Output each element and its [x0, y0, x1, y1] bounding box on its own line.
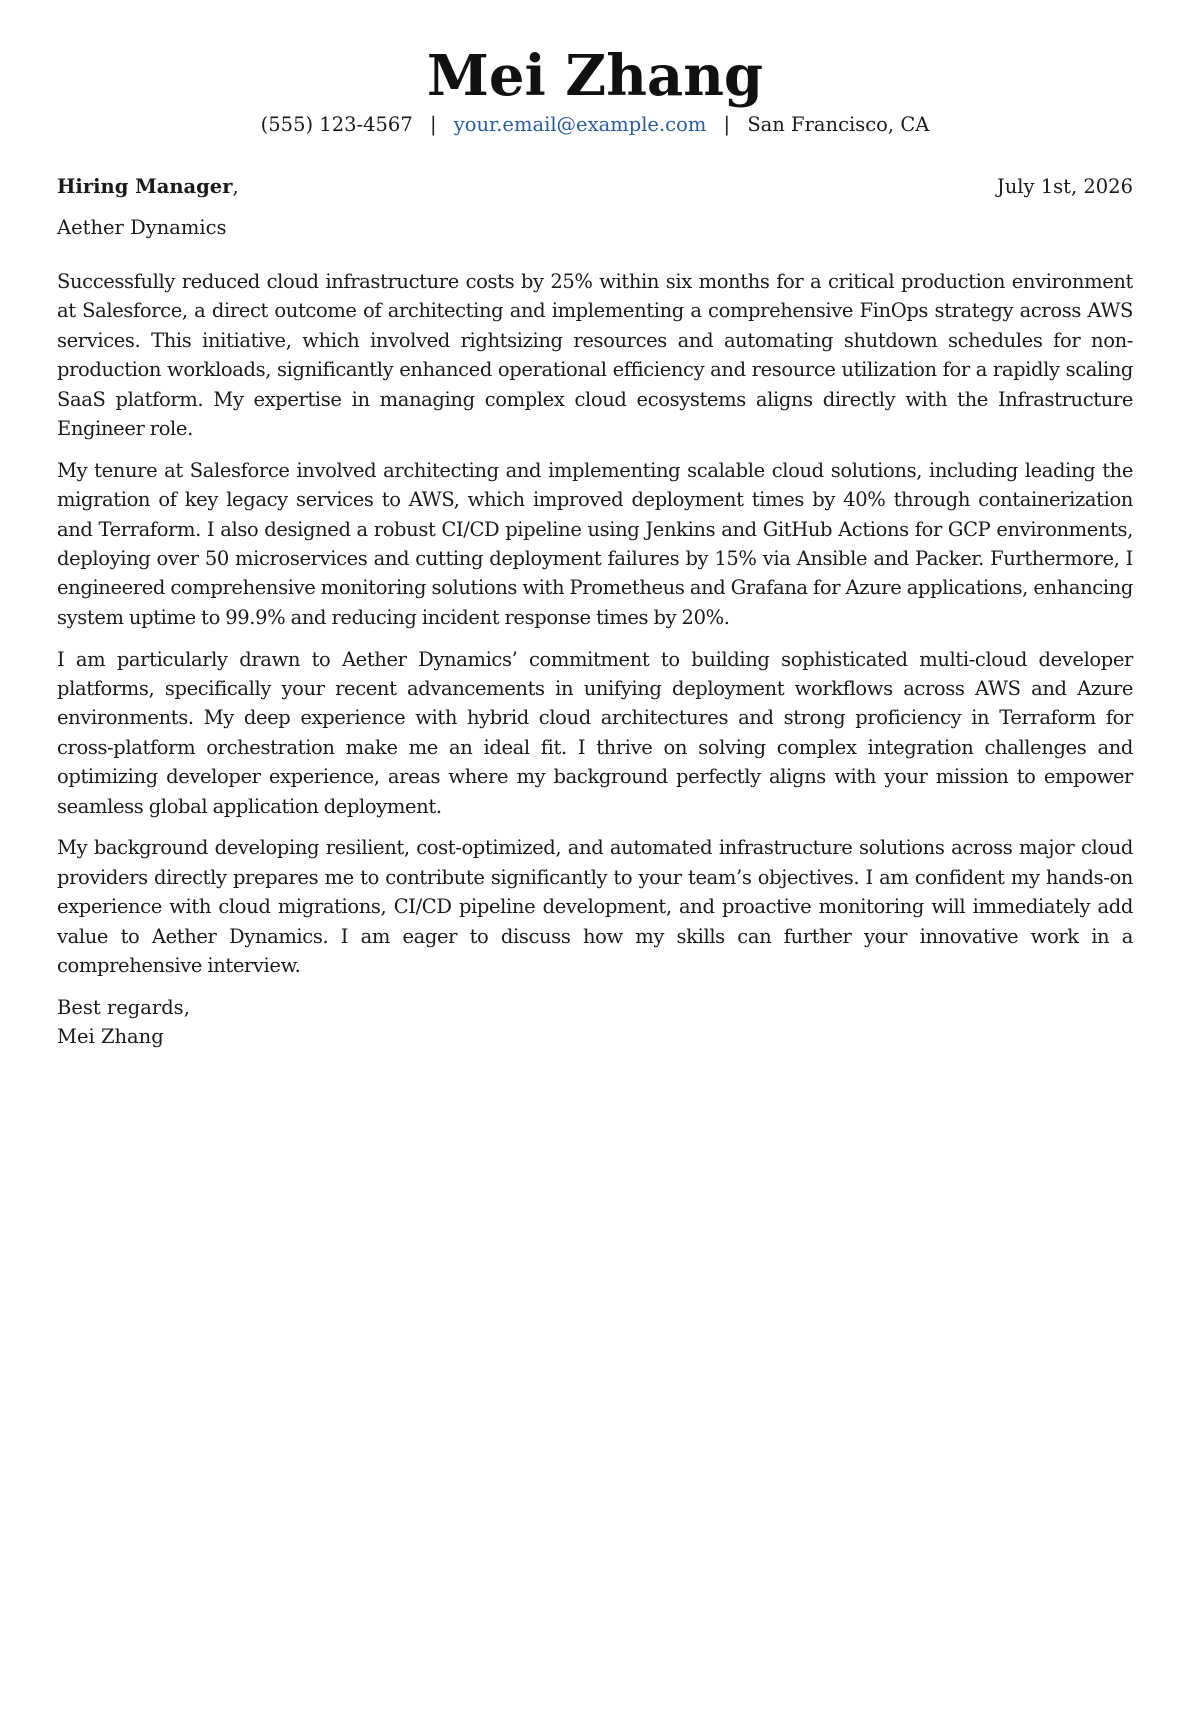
letter-body	[57, 267, 1133, 981]
letter-date: July 1st, 2026	[996, 175, 1133, 198]
body-paragraph: My tenure at Salesforce involved architecting and implementing scalable cloud solutions, including leading the migration of key legacy services to AWS, which improved deployment times by 40% through containerization and Terraform. I also designed a robust CI/CD pipeline using Jenkins and GitHub Actions for GCP environments, deploying over 50 microservices and cutting deployment failures by 15% via Ansible and Packer. Furthermore, I engineered comprehensive monitoring solutions with Prometheus and Grafana for Azure applications, enhancing system uptime to 99.9% and reducing incident response times by 20%.	[57, 458, 1133, 629]
salutation	[57, 174, 239, 200]
sender-phone: (555) 123-4567	[260, 113, 413, 136]
cover-letter-page	[0, 44, 1190, 1727]
contact-line	[57, 112, 1133, 138]
sender-location: San Francisco, CA	[747, 113, 930, 136]
contact-separator: |	[723, 113, 731, 136]
salutation-date-row	[57, 174, 1133, 200]
recipient-company: Aether Dynamics	[57, 216, 227, 239]
contact-separator: |	[429, 113, 437, 136]
letter-closing	[57, 993, 1133, 1052]
salutation-punctuation: ,	[232, 175, 239, 198]
sender-name: Mei Zhang	[426, 43, 764, 109]
sign-off: Best regards,	[57, 995, 190, 1019]
body-paragraph: I am particularly drawn to Aether Dynamics’ commitment to building sophisticated multi-cloud developer platforms, specifically your recent advancements in unifying deployment workflows across AWS and Azure environments. My deep experience with hybrid cloud architectures and strong proficiency in Terraform for cross-platform orchestration make me an ideal fit. I thrive on solving complex integration challenges and optimizing developer experience, areas where my background perfectly aligns with your mission to empower seamless global application deployment.	[57, 647, 1133, 818]
signature-name: Mei Zhang	[57, 1025, 164, 1049]
body-paragraph: My background developing resilient, cost-optimized, and automated infrastructure solutions across major cloud providers directly prepares me to contribute significantly to your team’s objectives. I am confident my hands-on experience with cloud migrations, CI/CD pipeline development, and proactive monitoring will immediately add value to Aether Dynamics. I am eager to discuss how my skills can further your innovative work in a comprehensive interview.	[57, 836, 1133, 978]
sender-email-link[interactable]: your.email@example.com	[453, 113, 707, 136]
recipient-name: Hiring Manager	[57, 175, 233, 198]
body-paragraph: Successfully reduced cloud infrastructure costs by 25% within six months for a critical production environment at Salesforce, a direct outcome of architecting and implementing a comprehensive FinOps strategy across AWS services. This initiative, which involved rightsizing resources and automating shutdown schedules for non-production workloads, significantly enhanced operational efficiency and resource utilization for a rapidly scaling SaaS platform. My expertise in managing complex cloud ecosystems aligns directly with the Infrastructure Engineer role.	[57, 270, 1133, 441]
